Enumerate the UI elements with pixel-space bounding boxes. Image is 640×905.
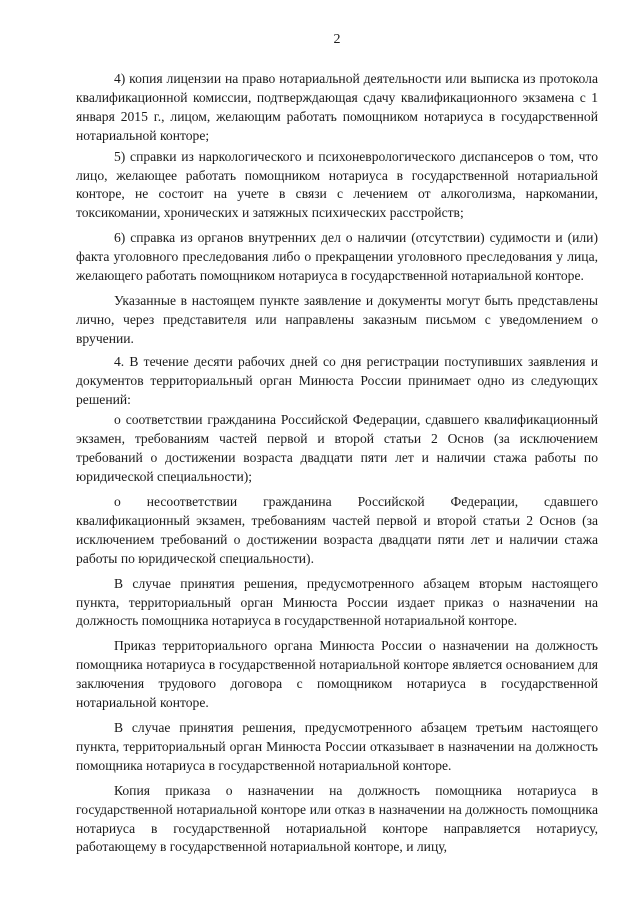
- page-number: 2: [333, 32, 341, 47]
- paragraph-appointment-order: В случае принятия решения, предусмотренного абзацем вторым настоящего пункта, территориальный орган Минюста России издает приказ о назначении на должность помощника нотариуса в государственной нотариальной конторе.: [76, 575, 598, 629]
- paragraph-submission-methods: Указанные в настоящем пункте заявление и документы могут быть представлены лично, через представителя или направлены заказным письмом с уведомлением о вручении.: [76, 292, 598, 346]
- paragraph-item-4-license: 4) копия лицензии на право нотариальной деятельности или выписка из протокола квалификационной комиссии, подтверждающая сдачу квалификационного экзамена с 1 января 2015 г., лицом, желающим работать помощником нотариуса в государственной нотариальной конторе;: [76, 71, 598, 143]
- paragraph-decision-compliance: о соответствии гражданина Российской Федерации, сдавшего квалификационный экзамен, требованиям частей первой и второй статьи 2 Основ (за исключением требований о достижении возраста двадцати пяти лет и наличии стажа работы по юридической специальности);: [76, 412, 598, 485]
- paragraph-item-5-medical-certificates: 5) справки из наркологического и психоневрологического диспансеров о том, что лицо, желающее работать помощником нотариуса в государственной нотариальной конторе, не состоит на учете в связи с лечением от алкоголизма, наркомании, токсикомании, хронических и затяжных психических расстройств;: [76, 148, 598, 221]
- paragraph-decision-noncompliance: о несоответствии гражданина Российской Федерации, сдавшего квалификационный экзамен, требованиям частей первой и второй статьи 2 Основ (за исключением требований о достижении возраста двадцати пяти лет и наличии стажа работы по юридической специальности).: [76, 494, 598, 566]
- document-page: [76, 30, 598, 861]
- paragraph-order-copy: Копия приказа о назначении на должность помощника нотариуса в государственной нотариальной конторе или отказ в назначении на должность помощника нотариуса в государственной нотариальной конторе направляется нотариусу, работающему в государственной нотариальной конторе, и лицу,: [76, 782, 598, 855]
- paragraph-order-basis-contract: Приказ территориального органа Минюста России о назначении на должность помощника нотариуса в государственной нотариальной конторе является основанием для заключения трудового договора с помощником нотариуса в государственной нотариальной конторе.: [76, 638, 598, 711]
- paragraph-section-4-decisions: 4. В течение десяти рабочих дней со дня регистрации поступивших заявления и документов территориальный орган Минюста России принимает одно из следующих решений:: [76, 353, 598, 407]
- paragraph-refusal: В случае принятия решения, предусмотренного абзацем третьим настоящего пункта, территориальный орган Минюста России отказывает в назначении на должность помощника нотариуса в государственной нотариальной конторе.: [76, 720, 598, 773]
- paragraph-item-6-criminal-record: 6) справка из органов внутренних дел о наличии (отсутствии) судимости и (или) факта уголовного преследования либо о прекращении уголовного преследования у лица, желающего работать помощником нотариуса в государственной нотариальной конторе.: [76, 230, 598, 284]
